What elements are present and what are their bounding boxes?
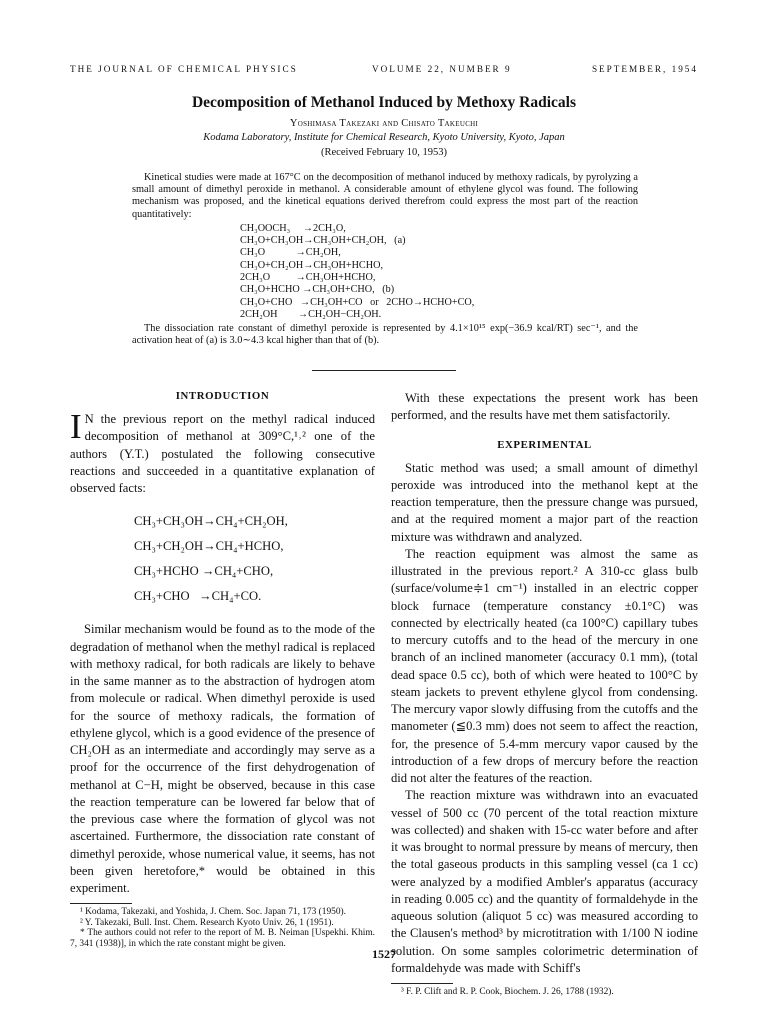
mechanism-step: CH₃O+CH₂OH→CH₃OH+HCHO, <box>240 259 383 271</box>
volume-number: VOLUME 22, NUMBER 9 <box>372 64 512 74</box>
body-paragraph: The reaction mixture was withdrawn into an evacuated vessel of 500 cc (70 percent of the total reaction mixture was collected) and shaken with 15-cc water before and after it was brought to normal pressure by means of mercury, then the total gaseous products in this sampling vessel (ca 1 cc) were analyzed by a modified Ambler's apparatus (accuracy in reading 0.005 cc) and the quantity of formaldehyde in the aqueous solution (aliquot 5 cc) was measured according to the Clausen's method³ by microtitration with 1/100 N iodine solution. On some samples colorimetric determination of formaldehyde was made with Schiff's <box>391 788 698 975</box>
body-paragraph: Static method was used; a small amount of dimethyl peroxide was introduced into the methanol kept at the reaction temperature, then the pressure change was pursued, and at the required moment a major part of the reaction mixture was withdrawn and analyzed. <box>391 460 698 544</box>
mechanism-step: 2CH₃O →CH₃OH+HCHO, <box>240 272 376 283</box>
right-column <box>391 390 698 998</box>
footnotes <box>391 987 698 998</box>
section-divider <box>312 370 456 371</box>
section-heading-introduction: INTRODUCTION <box>175 390 270 402</box>
mechanism-step: CH₃O →CH₂OH, <box>240 247 341 259</box>
body-paragraph: The reaction equipment was almost the same as illustrated in the previous report.² A 310-cc glass bulb (surface/volume≑1 cm⁻¹) installed in an electric copper block furnace (temperature constancy ±0.1°C) was connected by electrically heated (ca 100°C) capillary tubes to mercury cutoffs and to the head of the mercury in one branch of an inclined manometer (accuracy 0.1 mm), (total dead space 0.5 cc), both of which were heated to 100°C by steam jackets to prevent ethylene glycol from condensing. The mercury vapor slowly diffusing from the cutoffs and the manometer (≦0.3 mm) does not seem to affect the reaction, for, the presence of 5.4-mm mercury vapor caused by the introduction of a few drops of mercury before the reaction did not alter the features of the reaction. <box>391 546 698 785</box>
mechanism-step: 2CH₂OH →CH₂OH−CH₂OH. <box>240 308 382 320</box>
footnote: ³ F. P. Clift and R. P. Cook, Biochem. J. 26, 1788 (1932). <box>401 987 614 997</box>
abstract-paragraph: The dissociation rate constant of dimethyl peroxide is represented by 4.1×10¹⁵ exp(−36.9 kcal/RT) sec⁻¹, and the activation heat of (a) is 3.0∼4.3 kcal higher than that of (b). <box>132 323 638 347</box>
mechanism-step: CH₃O+HCHO →CH₃OH+CHO, (b) <box>240 284 395 296</box>
equation-list <box>134 509 375 609</box>
mechanism-step: CH₃O+CH₃OH→CH₃OH+CH₂OH, (a) <box>240 235 406 247</box>
intro-paragraph: Similar mechanism would be found as to the mode of the degradation of methanol when the methyl radical is replaced with methoxy radical, for both radicals are likely to behave in the same manner as to the abstraction of hydrogen atom from molecule or radical. When dimethyl peroxide is used for the source of methoxy radicals, the formation of ethylene glycol, which is a good evidence of the presence of CH₂OH as an intermediate and accordingly may serve as a proof for the occurrence of the first dehydrogenation of methanol at C−H, might be observed, because in this case the reaction temperature can be lowered far below that of the previous case where the formation of glycol was not ascertained. Furthermore, the dissociation rate constant of dimethyl peroxide, whose numerical value, it seems, has not been given heretofore,* would be obtained in this experiment. <box>70 622 375 895</box>
section-heading-experimental: EXPERIMENTAL <box>497 438 592 451</box>
issue-date: SEPTEMBER, 1954 <box>591 64 698 74</box>
intro-text: N the previous report on the methyl radical induced decomposition of methanol at 309°C,¹˒² one of the authors (Y.T.) postulated the following consecutive reactions and succeeded in a quantitative explanation of observed facts: <box>70 412 375 495</box>
footnotes <box>70 907 375 949</box>
footnote-divider <box>70 903 132 904</box>
journal-name: THE JOURNAL OF CHEMICAL PHYSICS <box>70 64 298 74</box>
intro-paragraph <box>70 407 375 497</box>
abstract-paragraph: Kinetical studies were made at 167°C on the decomposition of methanol induced by methoxy radicals, by pyrolyzing a small amount of dimethyl peroxide in methanol. A considerable amount of ethylene glycol was found. The following mechanism was proposed, and the kinetical equations derived therefrom could express the most part of the reaction quantitatively: <box>132 172 638 220</box>
footnote: * The authors could not refer to the report of M. B. Neiman [Uspekhi. Khim. 7, 341 (1938)], in which the rate constant might be given. <box>70 928 375 950</box>
mechanism-step: CH₃O+CHO →CH₃OH+CO or 2CHO→HCHO+CO, <box>240 296 475 308</box>
equation: CH₃+CH₃OH→CH₄+CH₂OH, <box>134 514 288 529</box>
footnote: ² Y. Takezaki, Bull. Inst. Chem. Research Kyoto Univ. 26, 1 (1951). <box>80 917 334 928</box>
mechanism-list <box>240 223 638 321</box>
page-number: 1527 <box>372 947 396 961</box>
abstract <box>132 172 638 348</box>
equation: CH₃+CHO →CH₄+CO. <box>134 589 262 604</box>
equation: CH₃+HCHO →CH₄+CHO, <box>134 564 274 579</box>
mechanism-step: CH₃OOCH₃ →2CH₃O, <box>240 222 346 234</box>
left-column <box>70 390 375 950</box>
authors: Yoshimasa Takezaki and Chisato Takeuchi <box>289 118 479 129</box>
paper-title: Decomposition of Methanol Induced by Methoxy Radicals <box>191 94 577 111</box>
drop-cap: I <box>70 407 82 446</box>
affiliation: Kodama Laboratory, Institute for Chemical Research, Kyoto University, Kyoto, Japan <box>203 132 565 143</box>
footnote-divider <box>391 983 453 984</box>
equation: CH₃+CH₂OH→CH₄+HCHO, <box>134 539 284 554</box>
footnote: ¹ Kodama, Takezaki, and Yoshida, J. Chem. Soc. Japan 71, 173 (1950). <box>80 907 347 918</box>
received-date: (Received February 10, 1953) <box>321 147 447 158</box>
body-paragraph: With these expectations the present work has been performed, and the results have met them satisfactorily. <box>391 391 698 423</box>
